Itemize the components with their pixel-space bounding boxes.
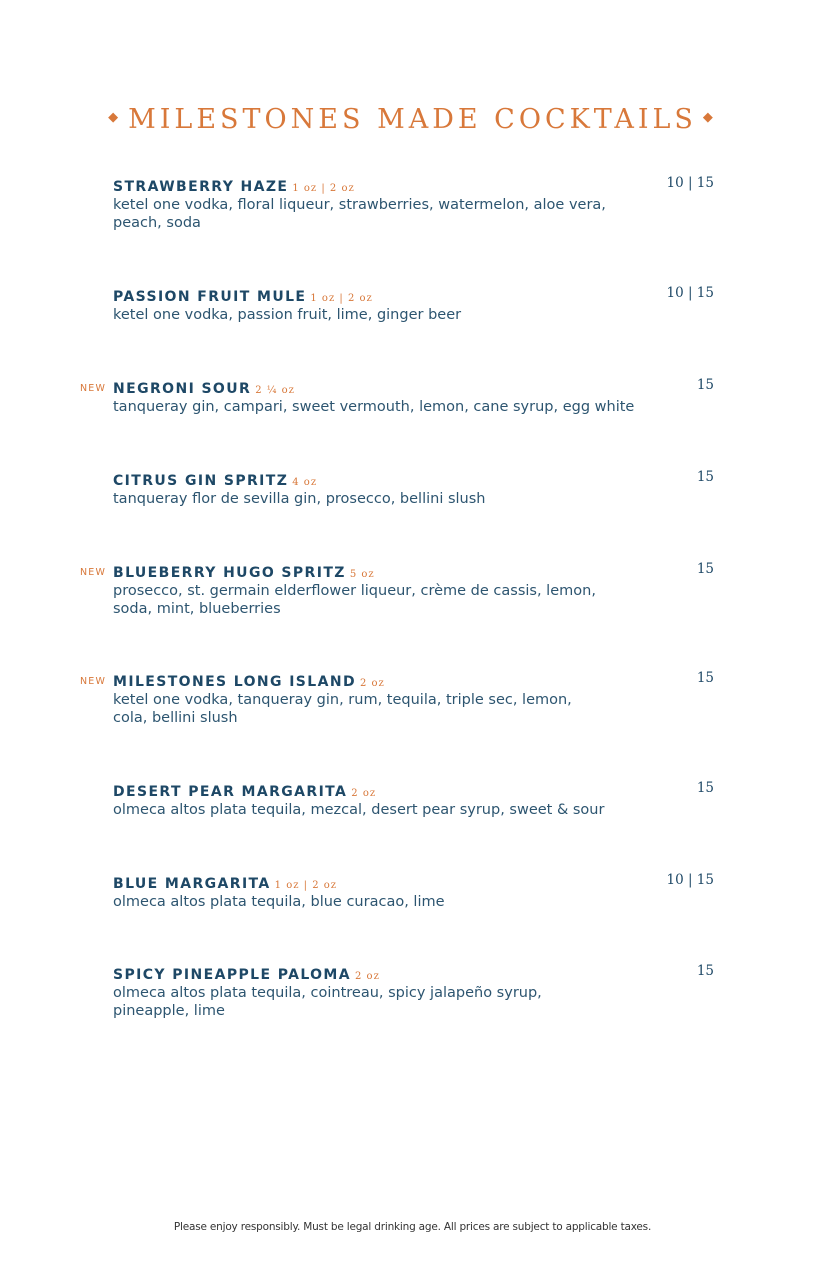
pour-size: 1 oz | 2 oz <box>310 293 373 304</box>
cocktail-ingredients: ketel one vodka, tanqueray gin, rum, tequila, triple sec, lemon, cola, bellini slush <box>113 692 572 726</box>
cocktail-name: MILESTONES LONG ISLAND <box>113 674 356 690</box>
pour-size: 2 oz <box>360 678 385 689</box>
cocktail-ingredients: ketel one vodka, passion fruit, lime, ginger beer <box>113 307 462 323</box>
cocktail-name: STRAWBERRY HAZE <box>113 179 289 195</box>
cocktail-name: BLUE MARGARITA <box>113 876 271 892</box>
cocktail-price: 15 <box>696 963 714 979</box>
pour-size: 2 oz <box>351 788 377 799</box>
cocktail-name: SPICY PINEAPPLE PALOMA <box>113 967 352 983</box>
cocktail-price: 15 <box>696 670 714 686</box>
footer-disclaimer: Please enjoy responsibly. Must be legal drinking age. All prices are subject to applicable taxes. <box>173 1221 652 1233</box>
cocktail-name: DESERT PEAR MARGARITA <box>113 784 348 800</box>
cocktail-ingredients: tanqueray gin, campari, sweet vermouth, lemon, cane syrup, egg white <box>113 399 635 415</box>
menu-title: MILESTONES MADE COCKTAILS <box>128 104 697 135</box>
menu-title-row <box>0 104 825 135</box>
cocktail-ingredients: tanqueray flor de sevilla gin, prosecco, bellini slush <box>113 491 486 507</box>
cocktail-name: PASSION FRUIT MULE <box>113 289 307 305</box>
cocktail-ingredients: olmeca altos plata tequila, mezcal, desert pear syrup, sweet & sour <box>113 802 605 818</box>
cocktail-ingredients: olmeca altos plata tequila, blue curacao, lime <box>113 894 445 910</box>
cocktail-price: 15 <box>696 469 714 485</box>
cocktail-price: 10 | 15 <box>666 175 714 191</box>
pour-size: 1 oz | 2 oz <box>274 880 338 891</box>
pour-size: 5 oz <box>349 569 375 580</box>
pour-size: 4 oz <box>292 477 318 488</box>
cocktail-ingredients: olmeca altos plata tequila, cointreau, spicy jalapeño syrup, pineapple, lime <box>113 985 542 1019</box>
new-tag: NEW <box>80 676 107 687</box>
new-tag: NEW <box>80 383 107 394</box>
cocktail-name: BLUEBERRY HUGO SPRITZ <box>113 565 346 581</box>
cocktail-ingredients: ketel one vodka, floral liqueur, strawberries, watermelon, aloe vera, peach, soda <box>113 197 606 231</box>
pour-size: 2 oz <box>355 971 380 982</box>
cocktail-name: CITRUS GIN SPRITZ <box>113 473 289 489</box>
cocktail-ingredients: prosecco, st. germain elderflower liqueur, crème de cassis, lemon, soda, mint, blueberries <box>113 583 596 617</box>
cocktail-price: 10 | 15 <box>666 872 714 888</box>
diamond-left-icon: ◆ <box>108 110 123 125</box>
cocktail-price: 15 <box>696 377 714 393</box>
cocktail-price: 10 | 15 <box>666 285 714 301</box>
diamond-right-icon: ◆ <box>702 110 717 125</box>
cocktail-price: 15 <box>696 780 714 796</box>
pour-size: 1 oz | 2 oz <box>292 183 355 194</box>
cocktail-price: 15 <box>696 561 714 577</box>
cocktail-name: NEGRONI SOUR <box>113 381 252 397</box>
pour-size: 2 ¼ oz <box>255 385 295 396</box>
new-tag: NEW <box>80 567 107 578</box>
